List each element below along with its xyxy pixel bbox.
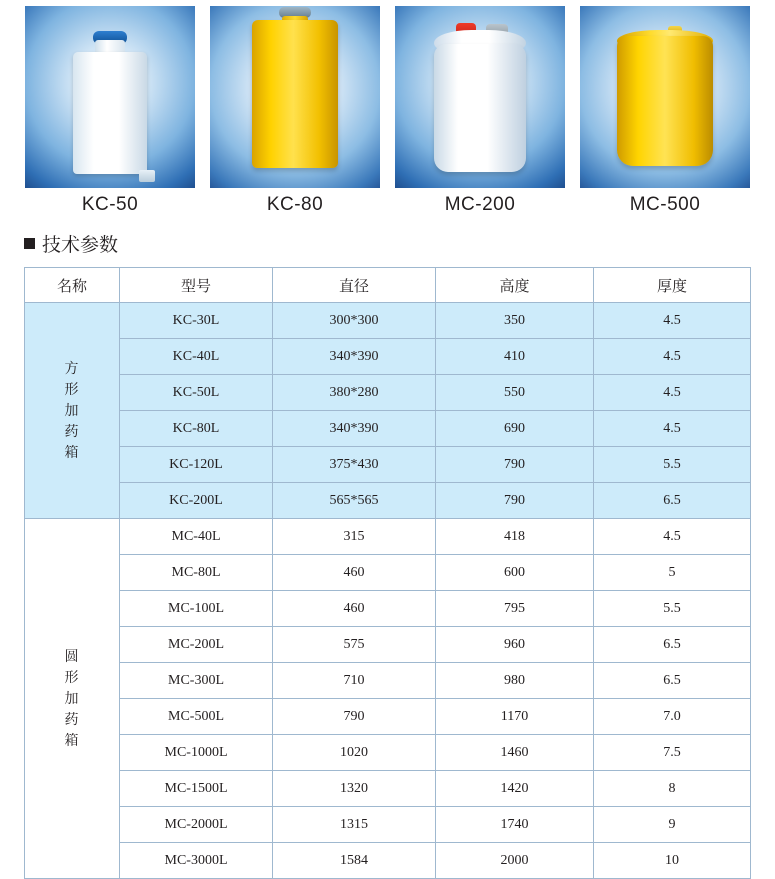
table-row — [25, 483, 751, 519]
group-label-text: 方 形 加 药 箱 — [64, 360, 80, 460]
cell-model: KC-80L — [120, 411, 273, 447]
table-header-row — [25, 268, 751, 303]
cell-model: MC-2000L — [120, 807, 273, 843]
cell-height: 980 — [436, 663, 594, 699]
spec-table — [24, 267, 751, 879]
cell-height: 790 — [436, 447, 594, 483]
cell-height: 690 — [436, 411, 594, 447]
cell-height: 350 — [436, 303, 594, 339]
cell-height: 2000 — [436, 843, 594, 879]
cell-model: MC-3000L — [120, 843, 273, 879]
cell-diameter: 575 — [273, 627, 436, 663]
cell-model: MC-40L — [120, 519, 273, 555]
product-card — [395, 6, 565, 216]
cell-height: 600 — [436, 555, 594, 591]
cell-thickness: 5 — [594, 555, 751, 591]
cell-height: 1170 — [436, 699, 594, 735]
cell-model: MC-500L — [120, 699, 273, 735]
cell-diameter: 300*300 — [273, 303, 436, 339]
column-header-diameter: 直径 — [273, 268, 436, 303]
cell-model: MC-200L — [120, 627, 273, 663]
product-card — [25, 6, 195, 216]
column-header-height: 高度 — [436, 268, 594, 303]
cell-model: MC-80L — [120, 555, 273, 591]
cell-model: MC-1000L — [120, 735, 273, 771]
table-row — [25, 411, 751, 447]
cell-diameter: 380*280 — [273, 375, 436, 411]
cell-thickness: 4.5 — [594, 375, 751, 411]
table-row — [25, 663, 751, 699]
table-row — [25, 519, 751, 555]
table-row — [25, 699, 751, 735]
table-row — [25, 771, 751, 807]
cell-thickness: 9 — [594, 807, 751, 843]
group-label-round — [25, 519, 120, 879]
cell-model: KC-120L — [120, 447, 273, 483]
cell-thickness: 6.5 — [594, 483, 751, 519]
square-bullet-icon — [24, 238, 35, 249]
product-caption: KC-80 — [266, 194, 324, 215]
round-white-tank-icon — [395, 6, 565, 188]
product-caption: MC-500 — [629, 194, 701, 215]
cell-diameter: 1320 — [273, 771, 436, 807]
cell-thickness: 5.5 — [594, 591, 751, 627]
cell-model: KC-50L — [120, 375, 273, 411]
cell-height: 1740 — [436, 807, 594, 843]
product-gallery — [0, 0, 775, 216]
cell-thickness: 6.5 — [594, 627, 751, 663]
cell-thickness: 4.5 — [594, 303, 751, 339]
table-row — [25, 591, 751, 627]
cell-model: KC-40L — [120, 339, 273, 375]
cell-diameter: 340*390 — [273, 339, 436, 375]
column-header-name: 名称 — [25, 268, 120, 303]
cell-thickness: 7.0 — [594, 699, 751, 735]
cell-height: 1460 — [436, 735, 594, 771]
table-row — [25, 375, 751, 411]
square-yellow-tank-icon — [210, 6, 380, 188]
product-card — [210, 6, 380, 216]
cell-height: 410 — [436, 339, 594, 375]
group-label-text: 圆 形 加 药 箱 — [64, 648, 80, 748]
product-caption: MC-200 — [444, 194, 516, 215]
table-row — [25, 735, 751, 771]
cell-thickness: 7.5 — [594, 735, 751, 771]
cell-diameter: 710 — [273, 663, 436, 699]
cell-height: 795 — [436, 591, 594, 627]
cell-height: 418 — [436, 519, 594, 555]
cell-height: 1420 — [436, 771, 594, 807]
product-card — [580, 6, 750, 216]
cell-model: MC-1500L — [120, 771, 273, 807]
cell-diameter: 375*430 — [273, 447, 436, 483]
column-header-model: 型号 — [120, 268, 273, 303]
cell-diameter: 565*565 — [273, 483, 436, 519]
table-row — [25, 843, 751, 879]
cell-thickness: 6.5 — [594, 663, 751, 699]
table-row — [25, 447, 751, 483]
cell-diameter: 315 — [273, 519, 436, 555]
cell-diameter: 340*390 — [273, 411, 436, 447]
square-white-tank-icon — [25, 6, 195, 188]
cell-diameter: 1315 — [273, 807, 436, 843]
table-row — [25, 339, 751, 375]
cell-thickness: 10 — [594, 843, 751, 879]
cell-thickness: 4.5 — [594, 411, 751, 447]
cell-model: MC-300L — [120, 663, 273, 699]
cell-thickness: 4.5 — [594, 339, 751, 375]
cell-thickness: 8 — [594, 771, 751, 807]
cell-height: 960 — [436, 627, 594, 663]
cell-height: 790 — [436, 483, 594, 519]
column-header-thickness: 厚度 — [594, 268, 751, 303]
spec-table-wrapper — [24, 267, 751, 879]
table-row — [25, 627, 751, 663]
cell-diameter: 1584 — [273, 843, 436, 879]
cell-model: MC-100L — [120, 591, 273, 627]
group-label-square — [25, 303, 120, 519]
section-title: 技术参数 — [42, 235, 119, 256]
table-row — [25, 303, 751, 339]
table-row — [25, 807, 751, 843]
cell-model: KC-30L — [120, 303, 273, 339]
product-caption: KC-50 — [81, 194, 139, 215]
section-heading — [24, 230, 775, 257]
table-row — [25, 555, 751, 591]
cell-thickness: 4.5 — [594, 519, 751, 555]
cell-diameter: 460 — [273, 591, 436, 627]
cell-diameter: 1020 — [273, 735, 436, 771]
cell-model: KC-200L — [120, 483, 273, 519]
cell-thickness: 5.5 — [594, 447, 751, 483]
round-yellow-tank-icon — [580, 6, 750, 188]
cell-diameter: 790 — [273, 699, 436, 735]
cell-height: 550 — [436, 375, 594, 411]
cell-diameter: 460 — [273, 555, 436, 591]
